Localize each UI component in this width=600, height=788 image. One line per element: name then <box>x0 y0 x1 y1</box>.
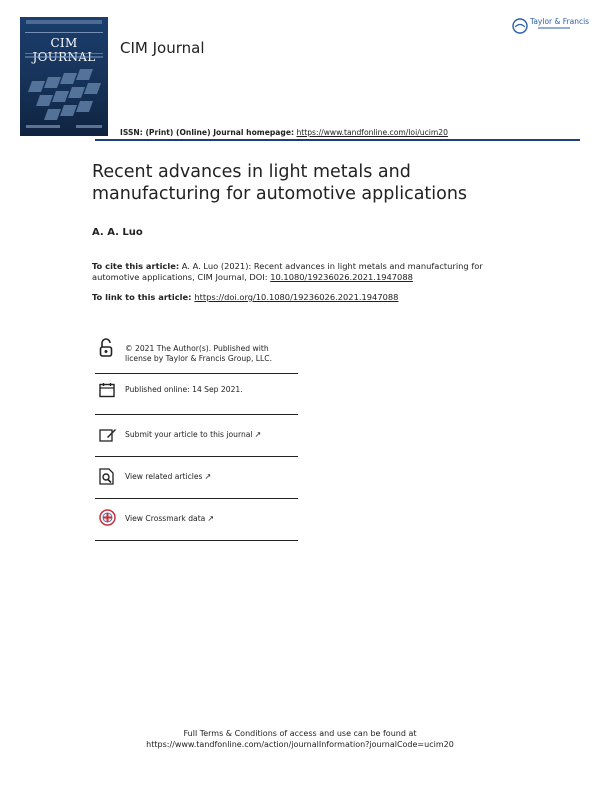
footer-terms: Full Terms & Conditions of access and use can be found at <box>183 729 417 738</box>
external-link-icon: ↗ <box>207 514 215 523</box>
article-author: A. A. Luo <box>92 227 143 238</box>
article-title <box>92 161 532 205</box>
crossmark-row[interactable] <box>95 499 298 541</box>
title-line-1: Recent advances in light metals and <box>92 162 411 182</box>
issn-label: ISSN: (Print) (Online) Journal homepage: <box>120 128 295 137</box>
crossmark-link[interactable]: View Crossmark data <box>125 514 206 523</box>
open-access-lock-icon <box>99 338 113 358</box>
footer-terms-url[interactable]: https://www.tandfonline.com/action/journalInformation?journalCode=ucim20 <box>146 740 454 749</box>
related-articles-icon <box>99 468 115 485</box>
journal-cover-image <box>20 17 108 136</box>
article-url-link[interactable]: https://doi.org/10.1080/19236026.2021.1947088 <box>194 292 399 302</box>
citation <box>92 261 512 283</box>
related-row[interactable] <box>95 457 298 499</box>
article-info-panel <box>95 333 298 541</box>
calendar-icon <box>99 382 115 398</box>
license-line-1: © 2021 The Author(s). Published with <box>125 344 269 353</box>
issn-line <box>120 128 448 137</box>
title-line-2: manufacturing for automotive applications <box>92 184 468 204</box>
edit-icon <box>99 427 117 443</box>
license-row <box>95 333 298 374</box>
link-label: To link to this article: <box>92 292 195 302</box>
doi-link[interactable]: 10.1080/19236026.2021.1947088 <box>270 272 413 282</box>
citation-label: To cite this article: <box>92 261 180 271</box>
submit-row[interactable] <box>95 415 298 457</box>
journal-homepage-link[interactable]: https://www.tandfonline.com/loi/ucim20 <box>296 128 448 137</box>
related-articles-link[interactable]: View related articles <box>125 472 203 481</box>
crossmark-icon <box>99 509 116 526</box>
footer <box>0 728 600 750</box>
article-link <box>92 292 398 302</box>
citation-text: A. A. Luo (2021): Recent advances in light metals and manufacturing for automotive applications, CIM Journal, DOI: <box>92 261 483 282</box>
published-date: Published online: 14 Sep 2021. <box>125 385 243 394</box>
license-line-2: license by Taylor & Francis Group, LLC. <box>125 354 272 363</box>
header-rule <box>95 139 580 141</box>
external-link-icon: ↗ <box>204 472 212 481</box>
cover-title: CIM <box>50 36 78 50</box>
external-link-icon: ↗ <box>254 430 262 439</box>
journal-name: CIM Journal <box>120 39 205 57</box>
publisher-brand: Taylor & Francis <box>530 17 590 26</box>
published-row <box>95 374 298 415</box>
submit-article-link[interactable]: Submit your article to this journal <box>125 430 253 439</box>
